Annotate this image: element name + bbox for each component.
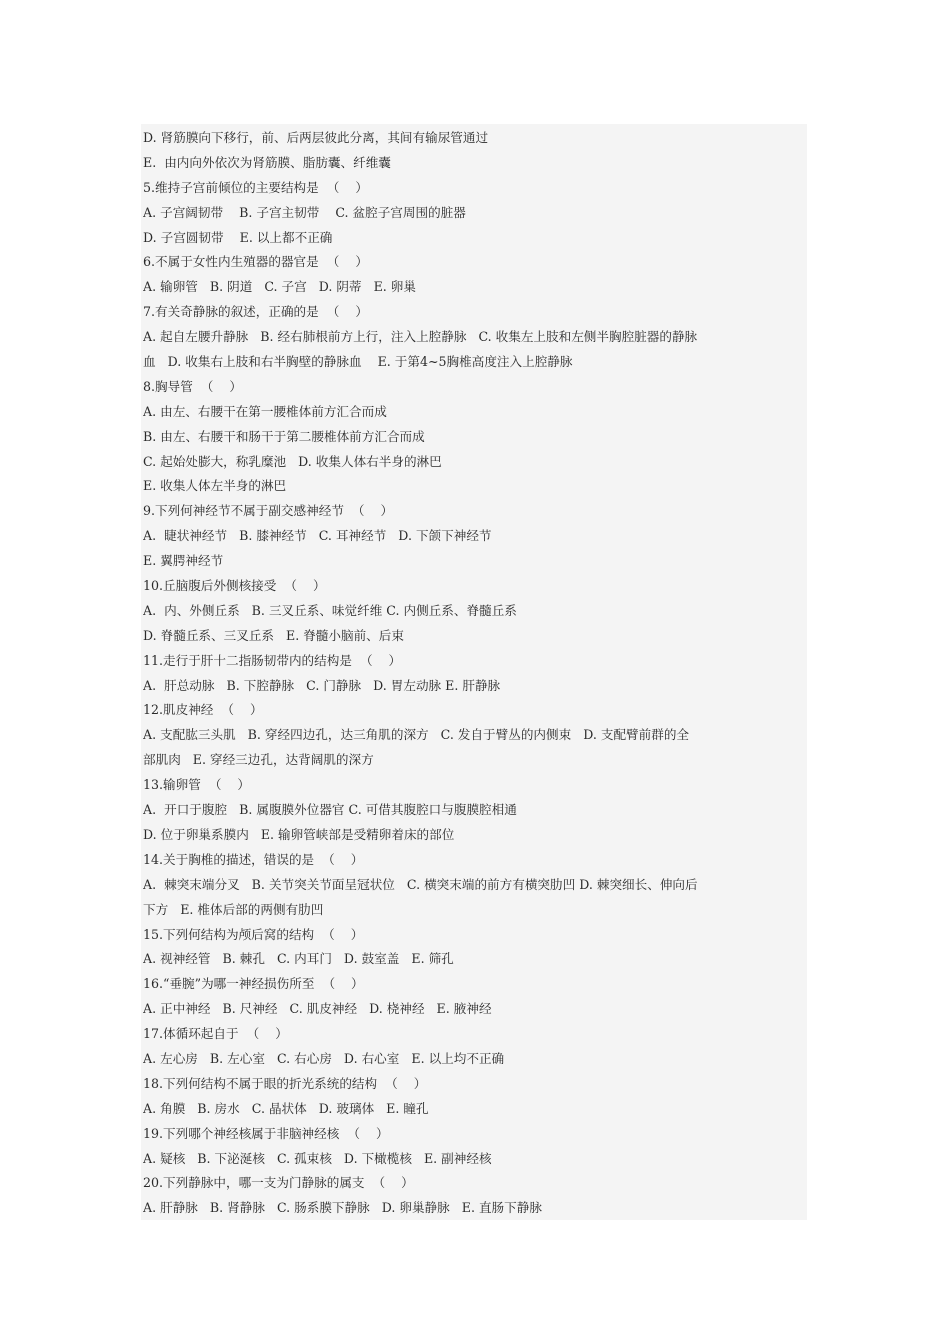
- text-line: 16.“垂腕”为哪一神经损伤所至 （ ）: [143, 976, 364, 992]
- text-line: E. 翼腭神经节: [143, 553, 224, 569]
- text-line: 部肌肉 E. 穿经三边孔，达背阔肌的深方: [143, 752, 374, 768]
- text-line: C. 起始处膨大，称乳糜池 D. 收集人体右半身的淋巴: [143, 453, 442, 469]
- text-line: E. 由内向外依次为肾筋膜、脂肪囊、纤维囊: [143, 154, 391, 170]
- text-line: D. 肾筋膜向下移行，前、后两层彼此分离，其间有输尿管通过: [143, 130, 489, 145]
- text-line: A. 由左、右腰干在第一腰椎体前方汇合而成: [143, 403, 387, 419]
- text-line: A. 左心房 B. 左心室 C. 右心房 D. 右心室 E. 以上均不正确: [143, 1050, 505, 1066]
- text-line: A. 棘突末端分叉 B. 关节突关节面呈冠状位 C. 横突末端的前方有横突肋凹 D. 棘突细长、伸向后: [143, 876, 698, 892]
- text-line: A. 睫状神经节 B. 膝神经节 C. 耳神经节 D. 下颌下神经节: [143, 528, 492, 544]
- text-line: A. 肝静脉 B. 肾静脉 C. 肠系膜下静脉 D. 卵巢静脉 E. 直肠下静脉: [143, 1200, 542, 1216]
- text-line: 13.输卵管 （ ）: [143, 777, 251, 793]
- text-line: D. 位于卵巢系膜内 E. 输卵管峡部是受精卵着床的部位: [143, 826, 455, 842]
- text-line: 11.走行于肝十二指肠韧带内的结构是 （ ）: [143, 652, 402, 668]
- text-line: E. 收集人体左半身的淋巴: [143, 478, 287, 494]
- text-line: 19.下列哪个神经核属于非脑神经核 （ ）: [143, 1125, 389, 1141]
- text-line: A. 输卵管 B. 阴道 C. 子宫 D. 阴蒂 E. 卵巢: [143, 279, 416, 295]
- text-line: 10.丘脑腹后外侧核接受 （ ）: [143, 578, 326, 594]
- text-line: A. 起自左腰升静脉 B. 经右肺根前方上行，注入上腔静脉 C. 收集左上肢和左侧半胸腔脏器的静脉: [143, 329, 698, 345]
- text-line: A. 正中神经 B. 尺神经 C. 肌皮神经 D. 桡神经 E. 腋神经: [143, 1001, 492, 1017]
- text-line: A. 视神经管 B. 棘孔 C. 内耳门 D. 鼓室盖 E. 筛孔: [143, 951, 454, 967]
- text-line: A. 疑核 B. 下泌涎核 C. 孤束核 D. 下橄榄核 E. 副神经核: [143, 1150, 492, 1166]
- text-line: 12.肌皮神经 （ ）: [143, 702, 263, 718]
- text-line: 14.关于胸椎的描述，错误的是 （ ）: [143, 851, 364, 867]
- text-line: 5.维持子宫前倾位的主要结构是 （ ）: [143, 179, 368, 195]
- text-line: 9.下列何神经节不属于副交感神经节 （ ）: [143, 503, 394, 519]
- text-line: 18.下列何结构不属于眼的折光系统的结构 （ ）: [143, 1075, 427, 1091]
- text-line: D. 子宫圆韧带 E. 以上都不正确: [143, 229, 333, 245]
- text-line: A. 角膜 B. 房水 C. 晶状体 D. 玻璃体 E. 瞳孔: [143, 1100, 429, 1116]
- text-line: B. 由左、右腰干和肠干于第二腰椎体前方汇合而成: [143, 428, 425, 444]
- text-line: 7.有关奇静脉的叙述，正确的是 （ ）: [143, 304, 368, 320]
- text-line: A. 开口于腹腔 B. 属腹膜外位器官 C. 可借其腹腔口与腹膜腔相通: [143, 802, 517, 818]
- text-line: A. 支配肱三头肌 B. 穿经四边孔，达三角肌的深方 C. 发自于臂丛的内侧束 D. 支配臂前群的全: [143, 727, 690, 743]
- text-line: 15.下列何结构为颅后窝的结构 （ ）: [143, 926, 364, 942]
- text-line: 17.体循环起自于 （ ）: [143, 1026, 288, 1042]
- text-line: 20.下列静脉中，哪一支为门静脉的属支 （ ）: [143, 1175, 414, 1191]
- text-line: D. 脊髓丘系、三叉丘系 E. 脊髓小脑前、后束: [143, 627, 404, 643]
- text-line: 血 D. 收集右上肢和右半胸壁的静脉血 E. 于第4~5胸椎高度注入上腔静脉: [143, 354, 573, 370]
- document-text-block: [143, 126, 807, 1221]
- text-line: A. 肝总动脉 B. 下腔静脉 C. 门静脉 D. 胃左动脉 E. 肝静脉: [143, 677, 501, 693]
- text-line: A. 子宫阔韧带 B. 子宫主韧带 C. 盆腔子宫周围的脏器: [143, 204, 466, 220]
- text-line: 6.不属于女性内生殖器的器官是 （ ）: [143, 254, 368, 270]
- text-line: A. 内、外侧丘系 B. 三叉丘系、味觉纤维 C. 内侧丘系、脊髓丘系: [143, 602, 517, 618]
- text-line: 8.胸导管 （ ）: [143, 378, 243, 394]
- text-line: 下方 E. 椎体后部的两侧有肋凹: [143, 901, 324, 917]
